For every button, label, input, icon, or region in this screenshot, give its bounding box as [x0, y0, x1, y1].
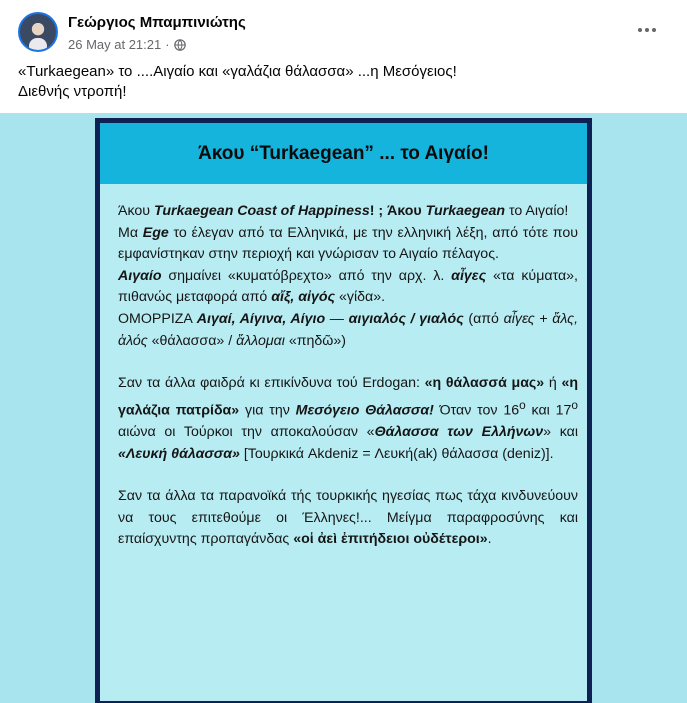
post-text-line-1: «Turkaegean» το ....Αιγαίο και «γαλάζια θάλασσα» ...η Μεσόγειος! [18, 63, 457, 80]
card-paragraph-2: Σαν τα άλλα φαιδρά κι επικίνδυνα τού Erdogan: «η θάλασσά μας» ή «η γαλάζια πατρίδα» για την Μεσόγειο Θάλασσα! Όταν τον $16^o$ και $17^o$ αιώνα οι Τούρκοι την αποκαλούσαν «Θάλασσα των Ελλήνων» και «Λευκή θάλασσα» [Τουρκικά Akdeniz = Λευκή(ak) θάλασσα (deniz)]. [118, 375, 579, 462]
post-meta [68, 37, 186, 52]
post-image[interactable] [0, 113, 687, 703]
author-avatar[interactable] [18, 12, 58, 52]
meta-separator: · [165, 37, 170, 52]
card-paragraph-3: Σαν τα άλλα τα παρανοϊκά τής τουρκικής ηγεσίας πως τάχα κινδυνεύουν να τους επιτεθούμε οι Έλληνες!... Μείγμα παραφροσύνης και επαίσχυντης προπαγάνδας «οἱ ἀεὶ ἐπιτήδειοι οὐδέτεροι». [118, 488, 578, 548]
more-options-icon[interactable] [635, 20, 659, 40]
post-header [0, 0, 687, 60]
card-body [118, 201, 578, 572]
globe-icon[interactable] [174, 39, 186, 51]
card-paragraph-1: Άκου Turkaegean Coast of Happiness! ; Άκου Turkaegean το Αιγαίο! Μα Ege το έλεγαν από τα Ελληνικά, με την ελληνική λέξη, από τότε που εμφανίστηκαν στην περιοχή και γνώρισαν το Αιγαίο πέλαγος. Αιγαίο σημαίνει «κυματόβρεχτο» από την αρχ. λ. αἶγες «τα κύματα», πιθανώς μεταφορά από αἴξ, αἰγός «γίδα». ΟΜΟΡΡΙΖΑ Αιγαί, Αίγινα, Αίγιο — αιγιαλός / γιαλός (από αἶγες + ἅλς, ἁλός «θάλασσα» / ἅλλομαι «πηδῶ») [118, 203, 579, 349]
post-text-line-2: Διεθνής ντροπή! [18, 83, 127, 100]
author-name[interactable]: Γεώργιος Μπαμπινιώτης [68, 14, 246, 31]
image-card [100, 123, 587, 701]
post-date[interactable]: 26 May at 21:21 [68, 37, 162, 52]
card-title: Άκου “Turkaegean” ... το Αιγαίο! [100, 123, 587, 184]
post-text [18, 62, 668, 102]
image-card-frame [95, 118, 592, 703]
